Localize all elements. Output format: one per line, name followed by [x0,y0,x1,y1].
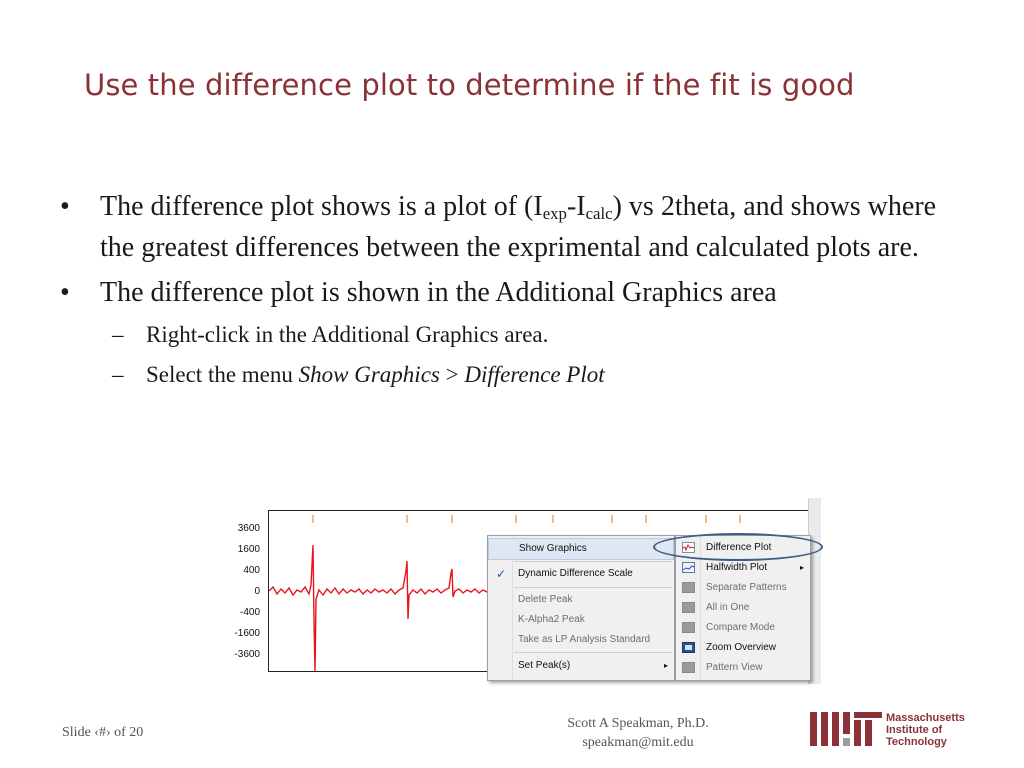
slide-number: Slide ‹#› of 20 [62,725,144,740]
y-tick-label: 400 [243,565,260,576]
menu-path-difference-plot: Difference Plot [464,362,605,387]
sub-bullet-text: Right-click in the Additional Graphics area. [146,322,549,347]
y-tick-label: 1600 [237,544,260,555]
highlight-ellipse [653,533,823,561]
menu-item-label: Delete Peak [518,594,573,605]
menu-item-label: Zoom Overview [706,642,777,653]
compare-mode-icon [682,622,695,633]
menu-item-label: Halfwidth Plot [706,562,768,573]
bullet-list [60,186,960,395]
submenu-arrow-icon: ▸ [799,563,804,572]
peak-markers [313,515,740,523]
author-email: speakman@mit.edu [582,735,694,750]
software-screenshot [228,498,822,684]
menu-item-separate-patterns[interactable] [676,578,810,598]
logo-line: Technology [886,736,947,748]
menu-item-pattern-view[interactable] [676,658,810,678]
subscript-exp: exp [542,204,567,224]
author-credit [520,714,756,752]
y-tick-label: 0 [254,586,260,597]
menu-item-label: All in One [706,602,750,613]
pattern-view-icon [682,662,695,673]
difference-trace [269,545,515,671]
bullet-text-mid: -I [566,191,586,222]
separate-patterns-icon [682,582,695,593]
menu-separator [514,561,672,562]
bullet-text: The difference plot is shown in the Additional Graphics area [100,277,777,308]
menu-item-k-alpha2-peak[interactable] [488,610,674,630]
sub-bullet-text: Select the menu [146,362,299,387]
menu-separator [514,587,672,588]
menu-item-zoom-overview[interactable] [676,638,810,658]
bullet-symbol: • [60,277,70,308]
author-name: Scott A Speakman, Ph.D. [567,716,709,731]
menu-item-label: Show Graphics [519,543,587,554]
menu-item-set-peaks[interactable] [488,656,674,676]
menu-path-show-graphics: Show Graphics [298,362,440,387]
mit-wordmark [886,712,965,748]
y-axis [228,498,264,684]
menu-item-label: Dynamic Difference Scale [518,568,633,579]
bullet-item [60,272,960,313]
mit-logo-icon [810,712,886,748]
context-menu [487,535,675,681]
checkmark-icon: ✓ [496,567,507,581]
y-tick-label: -400 [239,607,260,618]
halfwidth-plot-icon [682,562,695,573]
submenu-arrow-icon: ▸ [663,661,668,670]
bullet-text-pre: The difference plot shows is a plot of (I [100,191,543,222]
menu-item-label: Set Peak(s) [518,660,571,671]
menu-item-delete-peak[interactable] [488,590,674,610]
menu-item-label: Compare Mode [706,622,775,633]
menu-item-label: K-Alpha2 Peak [518,614,585,625]
menu-item-take-as-lp-analysis-standard[interactable] [488,630,674,650]
all-in-one-icon [682,602,695,613]
sub-bullet-item [60,315,960,355]
sub-bullet-item [60,355,960,395]
menu-separator [514,652,672,653]
y-tick-label: 3600 [237,523,260,534]
dash-symbol: – [112,362,124,387]
y-tick-label: -1600 [234,628,260,639]
subscript-calc: calc [585,204,613,224]
bullet-symbol: • [60,191,70,222]
menu-item-label: Separate Patterns [706,582,787,593]
logo-line: Institute of [886,724,943,736]
bullet-item [60,186,960,268]
menu-item-label: Difference Plot [706,542,772,553]
menu-item-show-graphics[interactable] [488,538,674,560]
logo-line: Massachusetts [886,712,965,724]
menu-item-label: Take as LP Analysis Standard [518,634,651,645]
menu-item-compare-mode[interactable] [676,618,810,638]
y-tick-label: -3600 [234,649,260,660]
menu-item-all-in-one[interactable] [676,598,810,618]
menu-item-halfwidth-plot[interactable] [676,558,810,578]
dash-symbol: – [112,322,124,347]
slide-title: Use the difference plot to determine if the fit is good [84,68,855,102]
bullet-text-post: ) vs 2theta, and shows where the greatest differences between the exprimental and calculated plots are. [100,191,937,263]
zoom-overview-icon [682,642,695,653]
menu-path-separator: > [439,362,465,387]
menu-item-dynamic-difference-scale[interactable] [488,564,674,584]
menu-item-label: Pattern View [706,662,763,673]
